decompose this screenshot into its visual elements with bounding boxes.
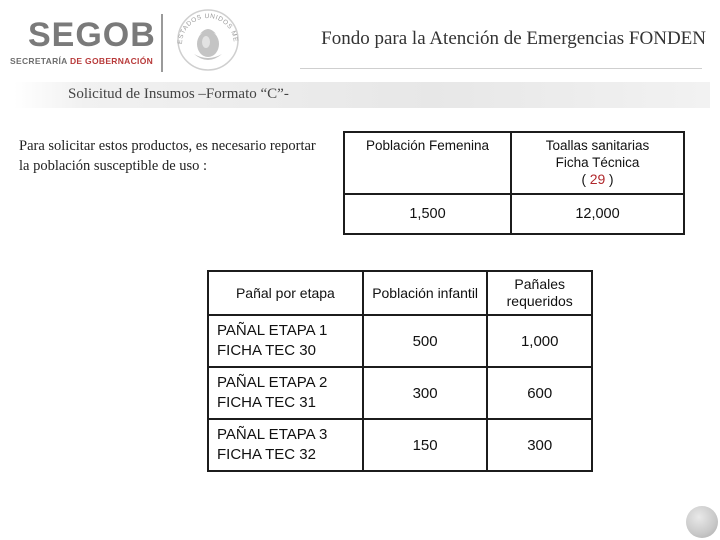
- table-row: [208, 315, 592, 367]
- header-sanitary-towels-line1: Toallas sanitarias: [545, 138, 650, 153]
- segob-logo: [8, 12, 158, 68]
- table-header-row: [208, 271, 592, 315]
- diapers-required-value: 1,000: [487, 315, 592, 367]
- page-title: Fondo para la Atención de Emergencias FONDEN: [321, 28, 706, 49]
- child-population-value: 500: [363, 315, 488, 367]
- diaper-stage-cell: [208, 367, 363, 419]
- table-row: [344, 194, 684, 234]
- child-population-value: 300: [363, 367, 488, 419]
- header-female-population-label: Población Femenina: [365, 138, 490, 153]
- header-sanitary-towels: [511, 132, 684, 194]
- diapers-table: [207, 270, 593, 472]
- logo-divider: [161, 14, 163, 72]
- table-row: [208, 419, 592, 471]
- diaper-stage-line2: FICHA TEC 30: [217, 342, 316, 359]
- sanitary-towels-value: 12,000: [511, 194, 684, 234]
- diaper-stage-line2: FICHA TEC 31: [217, 394, 316, 411]
- ficha-number: 29: [589, 171, 606, 187]
- form-subtitle: Solicitud de Insumos –Formato “C”-: [68, 86, 289, 102]
- diaper-stage-line1: PAÑAL ETAPA 2: [217, 374, 328, 391]
- header-diaper-stage: Pañal por etapa: [208, 271, 363, 315]
- intro-text: Para solicitar estos productos, es necesario reportar la población susceptible de uso :: [19, 138, 316, 174]
- header-diapers-required: Pañales requeridos: [487, 271, 592, 315]
- mexican-coat-of-arms-icon: [172, 4, 244, 72]
- diaper-stage-line2: FICHA TEC 32: [217, 446, 316, 463]
- seal-lettering: ESTADOS UNIDOS ME: [176, 12, 240, 45]
- segob-logo-subtitle-left: SECRETARÍA: [10, 56, 68, 66]
- diaper-stage-cell: [208, 315, 363, 367]
- circle-nav-icon[interactable]: [686, 506, 718, 538]
- ficha-paren-close: ): [605, 172, 614, 187]
- header-rule: [300, 68, 702, 69]
- child-population-value: 150: [363, 419, 488, 471]
- header-female-population: [344, 132, 511, 194]
- segob-logo-subtitle-right: DE GOBERNACIÓN: [69, 56, 154, 66]
- diaper-stage-line1: PAÑAL ETAPA 1: [217, 322, 328, 339]
- table-row: [208, 367, 592, 419]
- diapers-required-value: 300: [487, 419, 592, 471]
- ficha-paren-open: (: [581, 172, 590, 187]
- segob-logo-subtitle: [10, 56, 153, 66]
- diaper-stage-cell: [208, 419, 363, 471]
- header-child-population: Población infantil: [363, 271, 488, 315]
- table-header-row: [344, 132, 684, 194]
- header-sanitary-towels-ficha: [512, 171, 683, 188]
- header-sanitary-towels-line2: Ficha Técnica: [555, 155, 640, 170]
- diaper-stage-line1: PAÑAL ETAPA 3: [217, 426, 328, 443]
- female-population-value: 1,500: [344, 194, 511, 234]
- diapers-required-value: 600: [487, 367, 592, 419]
- segob-logo-word: SEGOB: [28, 16, 156, 54]
- sanitary-towels-table: [343, 131, 685, 235]
